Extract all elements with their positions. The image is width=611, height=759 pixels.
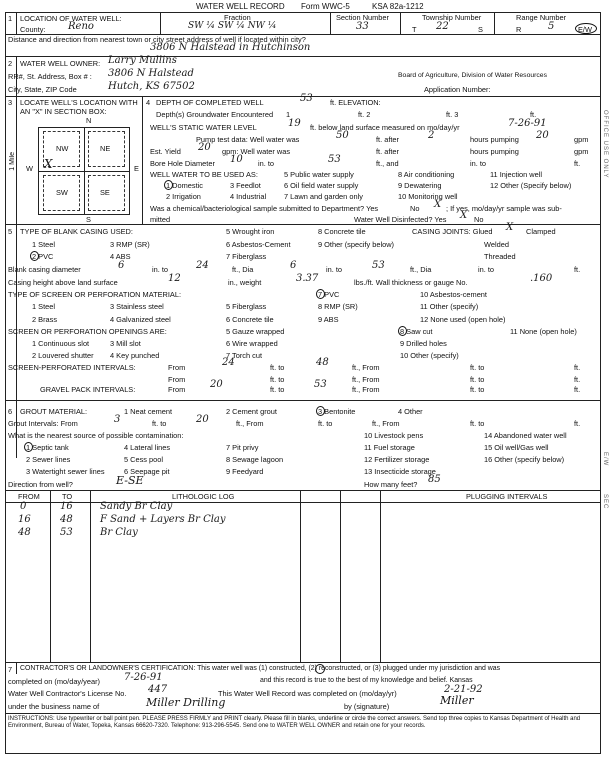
township-label: Township Number — [422, 13, 482, 22]
form-number: Form WWC-5 — [301, 2, 350, 11]
contamination-label: What is the nearest source of possible contamination: — [8, 431, 184, 440]
howmany-label: How many feet? — [364, 480, 418, 489]
range-value[interactable]: 5 — [548, 21, 555, 32]
perf-from[interactable]: 24 — [222, 357, 235, 368]
static-date[interactable]: 7-26-91 — [508, 118, 547, 129]
log-from[interactable]: 0 — [20, 501, 27, 512]
fraction-value[interactable]: SW ¼ SW ¼ NW ¼ — [188, 21, 277, 31]
locate-label: LOCATE WELL'S LOCATION WITH AN "X" IN SECTION BOX: — [20, 98, 138, 116]
direction-value[interactable]: E-SE — [116, 474, 144, 487]
log-to-header: TO — [62, 492, 73, 501]
height-label: Casing height above land surface — [8, 278, 118, 287]
log-to[interactable]: 16 — [60, 501, 73, 512]
gravel-from[interactable]: 20 — [210, 379, 223, 390]
section-number-label: Section Number — [336, 13, 389, 22]
section-6-number: 6 — [8, 407, 13, 416]
domestic-circle — [164, 180, 173, 190]
pump-gpm[interactable]: 20 — [536, 130, 549, 141]
form-title: WATER WELL RECORD — [196, 2, 285, 11]
address-label: RR#, St. Address, Box # : — [8, 72, 92, 81]
pvc-casing-circle — [30, 251, 39, 261]
gravel-to[interactable]: 53 — [314, 379, 327, 390]
groundwater-label: Depth(s) Groundwater Encountered — [156, 110, 274, 119]
section-4-number: 4 — [146, 98, 151, 107]
signature-image: Miller — [440, 694, 474, 707]
certification-text: CONTRACTOR'S OR LANDOWNER'S CERTIFICATION: This water well was (1) constructed, (2) reconstructed, or (3) plugged under my jurisdiction and was — [20, 665, 501, 672]
yield-value[interactable]: 20 — [198, 142, 211, 153]
pump-hours[interactable]: 2 — [428, 130, 435, 141]
depth-value[interactable]: 53 — [300, 93, 313, 104]
screen-label: TYPE OF SCREEN OR PERFORATION MATERIAL: — [8, 290, 182, 299]
section-number-value[interactable]: 33 — [356, 21, 369, 32]
pump-ft[interactable]: 50 — [336, 130, 349, 141]
section-1-number: 1 — [8, 14, 13, 23]
mile-label: 1 Mile — [9, 152, 16, 171]
range-ew[interactable]: E/W — [578, 25, 592, 34]
disinfected-label: Water Well Disinfected? Yes — [354, 215, 447, 224]
glued-mark[interactable]: X — [506, 222, 514, 233]
openings-label: SCREEN OR PERFORATION OPENINGS ARE: — [8, 327, 167, 336]
location-label: LOCATION OF WATER WELL: — [20, 14, 122, 23]
casing-label: TYPE OF BLANK CASING USED: — [20, 227, 133, 236]
disinfected-mark[interactable]: X — [460, 210, 468, 221]
log-from[interactable]: 16 — [18, 514, 31, 525]
weight-value[interactable]: 3.37 — [296, 273, 319, 284]
grout-label: GROUT MATERIAL: — [20, 407, 88, 416]
use-domestic[interactable]: 1 Domestic — [166, 181, 203, 190]
static-value[interactable]: 19 — [288, 118, 301, 129]
business-name[interactable]: Miller Drilling — [146, 696, 226, 709]
septic-circle — [24, 442, 33, 452]
diameter-2[interactable]: 6 — [290, 260, 297, 271]
county-label: County: — [20, 25, 46, 34]
chem-no-mark[interactable]: X — [434, 199, 442, 210]
ew-circle — [575, 23, 597, 34]
diameter-1[interactable]: 6 — [118, 260, 125, 271]
bentonite-circle — [316, 406, 325, 416]
direction-label: Direction from well? — [8, 480, 73, 489]
log-from-header: FROM — [18, 492, 40, 501]
perforated-label: SCREEN-PERFORATED INTERVALS: — [8, 363, 136, 372]
saw-cut-circle — [398, 326, 407, 336]
distance-value[interactable]: 3806 N Halstead in Hutchinson — [150, 42, 311, 53]
section-5-number: 5 — [8, 227, 13, 236]
application-label: Application Number: — [424, 85, 491, 94]
log-desc[interactable]: Sandy Br Clay — [100, 501, 173, 512]
owner-value[interactable]: Larry Mullins — [108, 55, 177, 66]
static-label: WELL'S STATIC WATER LEVEL — [150, 123, 257, 132]
record-date[interactable]: 2-21-92 — [444, 684, 483, 695]
log-desc[interactable]: Br Clay — [100, 527, 138, 538]
completed-date[interactable]: 7-26-91 — [124, 672, 163, 683]
constructed-circle — [315, 664, 325, 674]
distance-label: Distance and direction from nearest town or city street address of well if located within city? — [8, 35, 306, 44]
log-desc[interactable]: F Sand + Layers Br Clay — [100, 514, 226, 525]
license-value[interactable]: 447 — [148, 684, 168, 695]
gauge-value[interactable]: .160 — [530, 273, 553, 284]
log-to[interactable]: 53 — [60, 527, 73, 538]
diameter-to-1[interactable]: 24 — [196, 260, 209, 271]
perf-to[interactable]: 48 — [316, 357, 329, 368]
board-label: Board of Agriculture, Division of Water Resources — [398, 72, 547, 79]
height-value[interactable]: 12 — [168, 273, 181, 284]
bore-to[interactable]: 53 — [328, 154, 341, 165]
city-value[interactable]: Hutch, KS 67502 — [108, 81, 195, 92]
county-value[interactable]: Reno — [68, 21, 94, 32]
bore-value[interactable]: 10 — [230, 154, 243, 165]
address-value[interactable]: 3806 N Halstead — [108, 68, 194, 79]
pvc-screen-circle — [316, 289, 325, 299]
grout-from[interactable]: 3 — [114, 414, 121, 425]
city-label: City, State, ZIP Code — [8, 85, 77, 94]
well-location-mark[interactable]: X — [44, 157, 53, 171]
diameter-to-2[interactable]: 53 — [372, 260, 385, 271]
ksa-reference: KSA 82a-1212 — [372, 2, 424, 11]
grout-to[interactable]: 20 — [196, 414, 209, 425]
section-2-number: 2 — [8, 59, 13, 68]
gravel-label: GRAVEL PACK INTERVALS: — [40, 385, 136, 394]
use-label: WELL WATER TO BE USED AS: — [150, 170, 258, 179]
chem-label: Was a chemical/bacteriological sample submitted to Department? Yes — [150, 204, 379, 213]
section-3-number: 3 — [8, 98, 13, 107]
office-use-label: OFFICE USE ONLY — [602, 110, 608, 179]
owner-label: WATER WELL OWNER: — [20, 59, 101, 68]
diameter-label: Blank casing diameter — [8, 265, 81, 274]
plugging-header: PLUGGING INTERVALS — [466, 492, 548, 501]
joints-label: CASING JOINTS: Glued — [412, 227, 493, 236]
instructions-text: INSTRUCTIONS: Use typewriter or ball point pen. PLEASE PRESS FIRMLY and PRINT clearly. Please fill in blanks, underline or circle the correct answers. Send top three copies to Kansas Department of Health and Environment, Bureau of Water, Topeka, Kansas 66620-7320. Telephone: 913-296-5545. Send one to WATER WELL OWNER and retain one for your records. — [8, 716, 581, 730]
depth-label: DEPTH OF COMPLETED WELL — [156, 98, 264, 107]
section-7-number: 7 — [8, 665, 13, 674]
log-to[interactable]: 48 — [60, 514, 73, 525]
township-value[interactable]: 22 — [436, 21, 449, 32]
log-from[interactable]: 48 — [18, 527, 31, 538]
fraction-label: Fraction — [224, 13, 251, 22]
range-label: Range Number — [516, 13, 567, 22]
howmany-value[interactable]: 85 — [428, 474, 441, 485]
lithologic-header: LITHOLOGIC LOG — [172, 492, 235, 501]
